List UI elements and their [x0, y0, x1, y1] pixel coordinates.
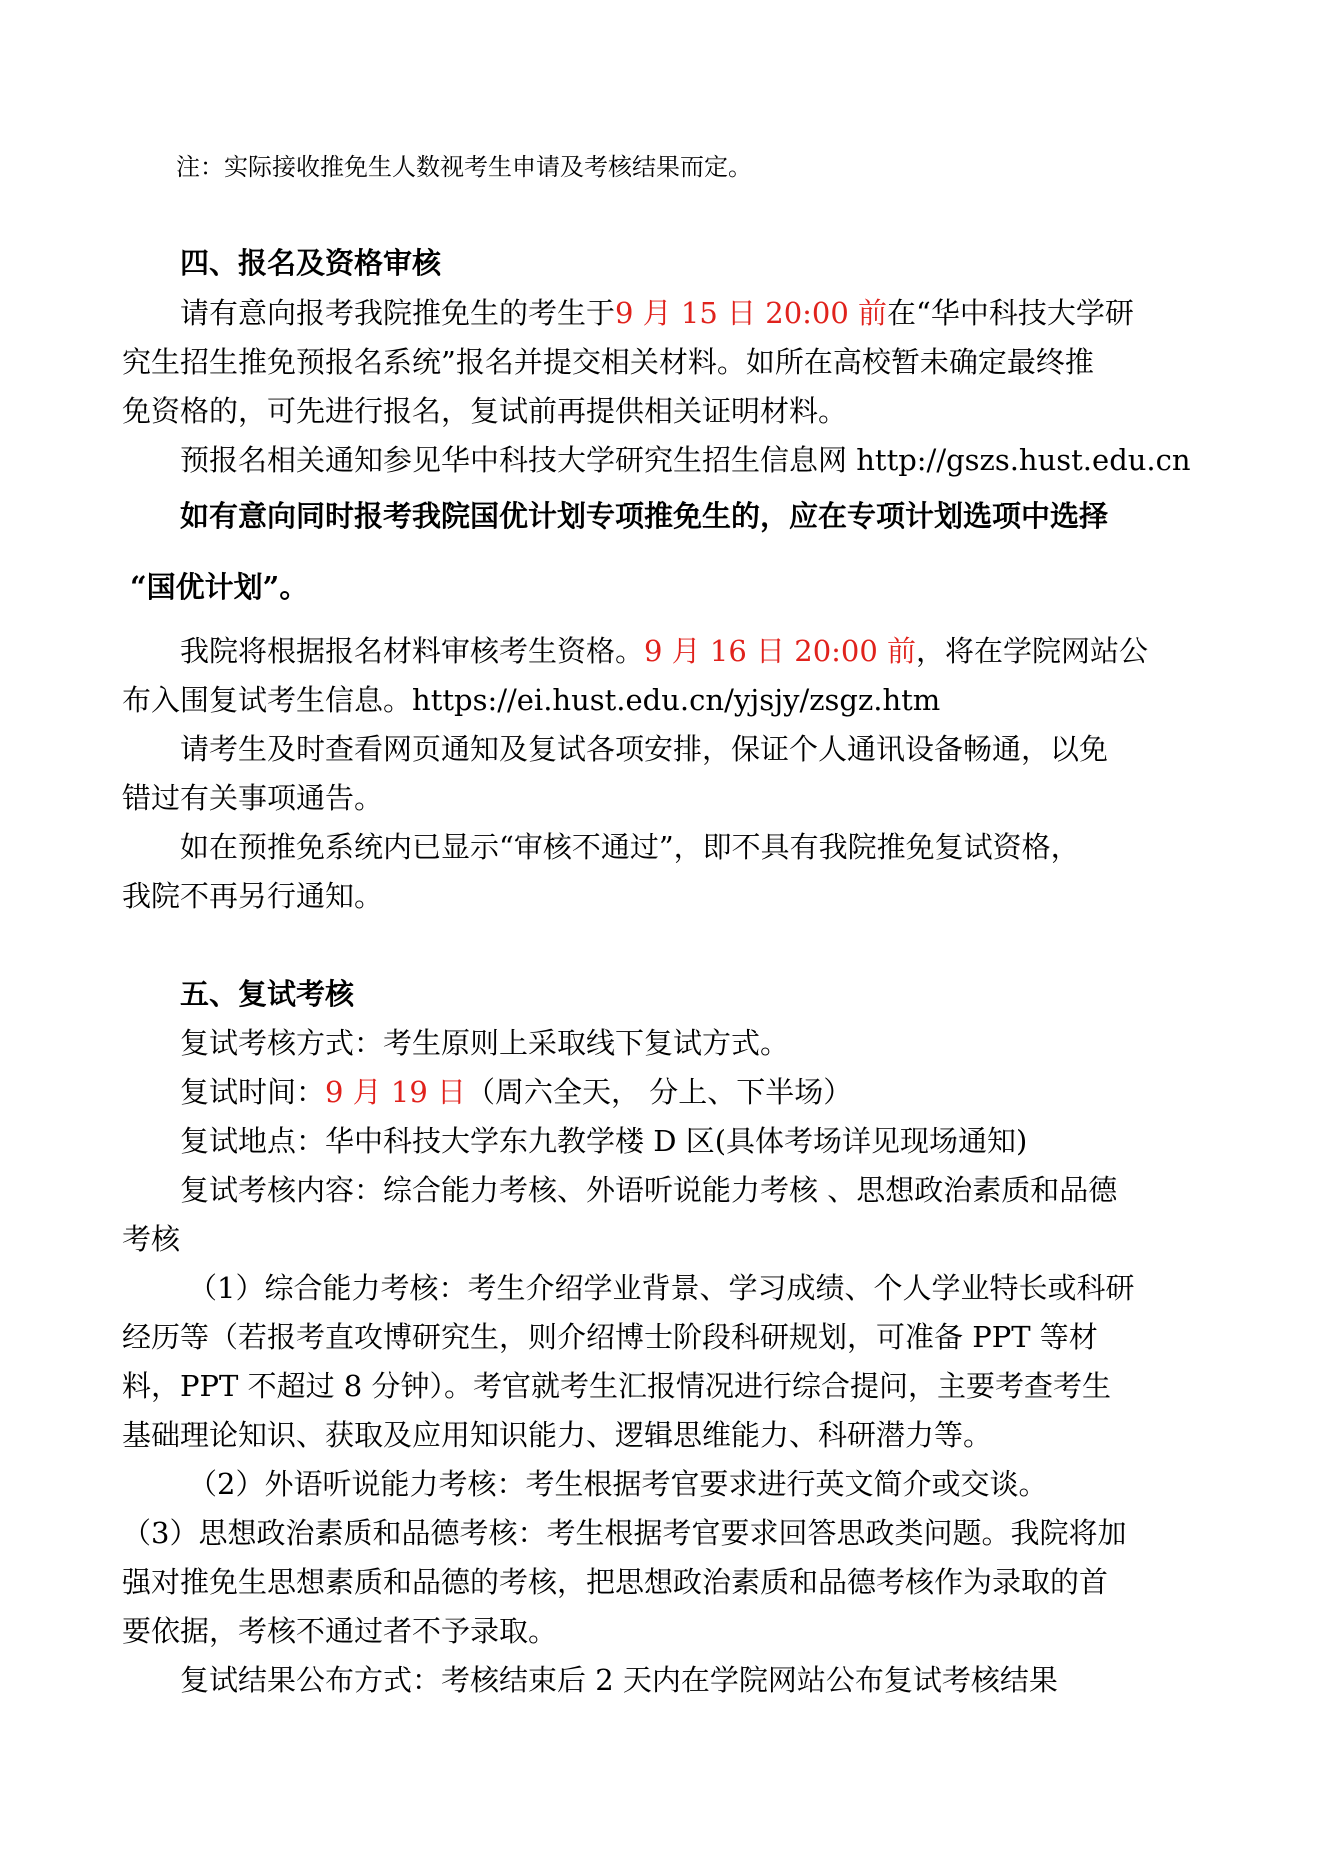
section-4-paragraph-4-line-1: 请考生及时查看网页通知及复试各项安排，保证个人通讯设备畅通，以免	[180, 732, 1109, 766]
note-text: 注：实际接收推免生人数视考生申请及考核结果而定。	[176, 153, 752, 181]
section-4-paragraph-4-line-2: 错过有关事项通告。	[122, 781, 384, 815]
text-segment: 复试时间：	[180, 1075, 326, 1109]
college-site-link[interactable]: https://ei.hust.edu.cn/yjsjy/zsgz.htm	[412, 683, 941, 717]
item-2: （2）外语听说能力考核：考生根据考官要求进行英文简介或交谈。	[188, 1467, 1048, 1501]
retest-date: 9 月 19 日	[325, 1075, 467, 1109]
section-4-paragraph-1-line-1	[180, 296, 1134, 330]
bold-notice-line-2: “国优计划”。	[130, 570, 309, 604]
section-4-heading: 四、报名及资格审核	[180, 246, 442, 280]
retest-location: 复试地点：华中科技大学东九教学楼 D 区(具体考场详见现场通知)	[180, 1124, 1028, 1158]
announcement-deadline: 9 月 16 日 20:00 前	[644, 634, 917, 668]
text-segment: （周六全天， 分上、下半场）	[466, 1075, 853, 1109]
text-segment: 请有意向报考我院推免生的考生于	[180, 296, 616, 330]
registration-deadline: 9 月 15 日 20:00 前	[615, 296, 888, 330]
item-1-line-2: 经历等（若报考直攻博研究生，则介绍博士阶段科研规划，可准备 PPT 等材	[122, 1320, 1098, 1354]
bold-notice-line-1: 如有意向同时报考我院国优计划专项推免生的，应在专项计划选项中选择	[180, 499, 1109, 533]
section-4-paragraph-1-line-2: 究生招生推免预报名系统”报名并提交相关材料。如所在高校暂未确定最终推	[122, 345, 1094, 379]
retest-method: 复试考核方式：考生原则上采取线下复试方式。	[180, 1026, 790, 1060]
retest-time	[180, 1075, 852, 1109]
section-4-paragraph-2	[180, 443, 1191, 477]
item-1-line-1: （1）综合能力考核：考生介绍学业背景、学习成绩、个人学业特长或科研	[188, 1271, 1135, 1305]
section-5-heading: 五、复试考核	[180, 977, 355, 1011]
text-segment: 预报名相关通知参见华中科技大学研究生招生信息网	[180, 443, 857, 477]
item-1-line-3: 料，PPT 不超过 8 分钟）。考官就考生汇报情况进行综合提问，主要考查考生	[122, 1369, 1111, 1403]
section-4-paragraph-5-line-2: 我院不再另行通知。	[122, 879, 384, 913]
admissions-site-link[interactable]: http://gszs.hust.edu.cn	[856, 443, 1191, 477]
text-segment: 我院将根据报名材料审核考生资格。	[180, 634, 645, 668]
text-segment: 在“华中科技大学研	[887, 296, 1134, 330]
retest-content-line-1: 复试考核内容：综合能力考核、外语听说能力考核 、思想政治素质和品德	[180, 1173, 1118, 1207]
item-1-line-4: 基础理论知识、获取及应用知识能力、逻辑思维能力、科研潜力等。	[122, 1418, 993, 1452]
item-3-line-2: 强对推免生思想素质和品德的考核，把思想政治素质和品德考核作为录取的首	[122, 1565, 1109, 1599]
section-4-paragraph-1-line-3: 免资格的，可先进行报名，复试前再提供相关证明材料。	[122, 394, 848, 428]
text-segment: 布入围复试考生信息。	[122, 683, 413, 717]
section-4-paragraph-3-line-1	[180, 634, 1148, 668]
retest-result-announcement: 复试结果公布方式：考核结束后 2 天内在学院网站公布复试考核结果	[180, 1663, 1058, 1697]
item-3-line-1: （3）思想政治素质和品德考核：考生根据考官要求回答思政类问题。我院将加	[122, 1516, 1127, 1550]
retest-content-line-2: 考核	[122, 1222, 181, 1256]
text-segment: ，将在学院网站公	[916, 634, 1149, 668]
section-4-paragraph-5-line-1: 如在预推免系统内已显示“审核不通过”，即不具有我院推免复试资格，	[180, 830, 1080, 864]
item-3-line-3: 要依据，考核不通过者不予录取。	[122, 1614, 558, 1648]
section-4-paragraph-3-line-2	[122, 683, 940, 717]
